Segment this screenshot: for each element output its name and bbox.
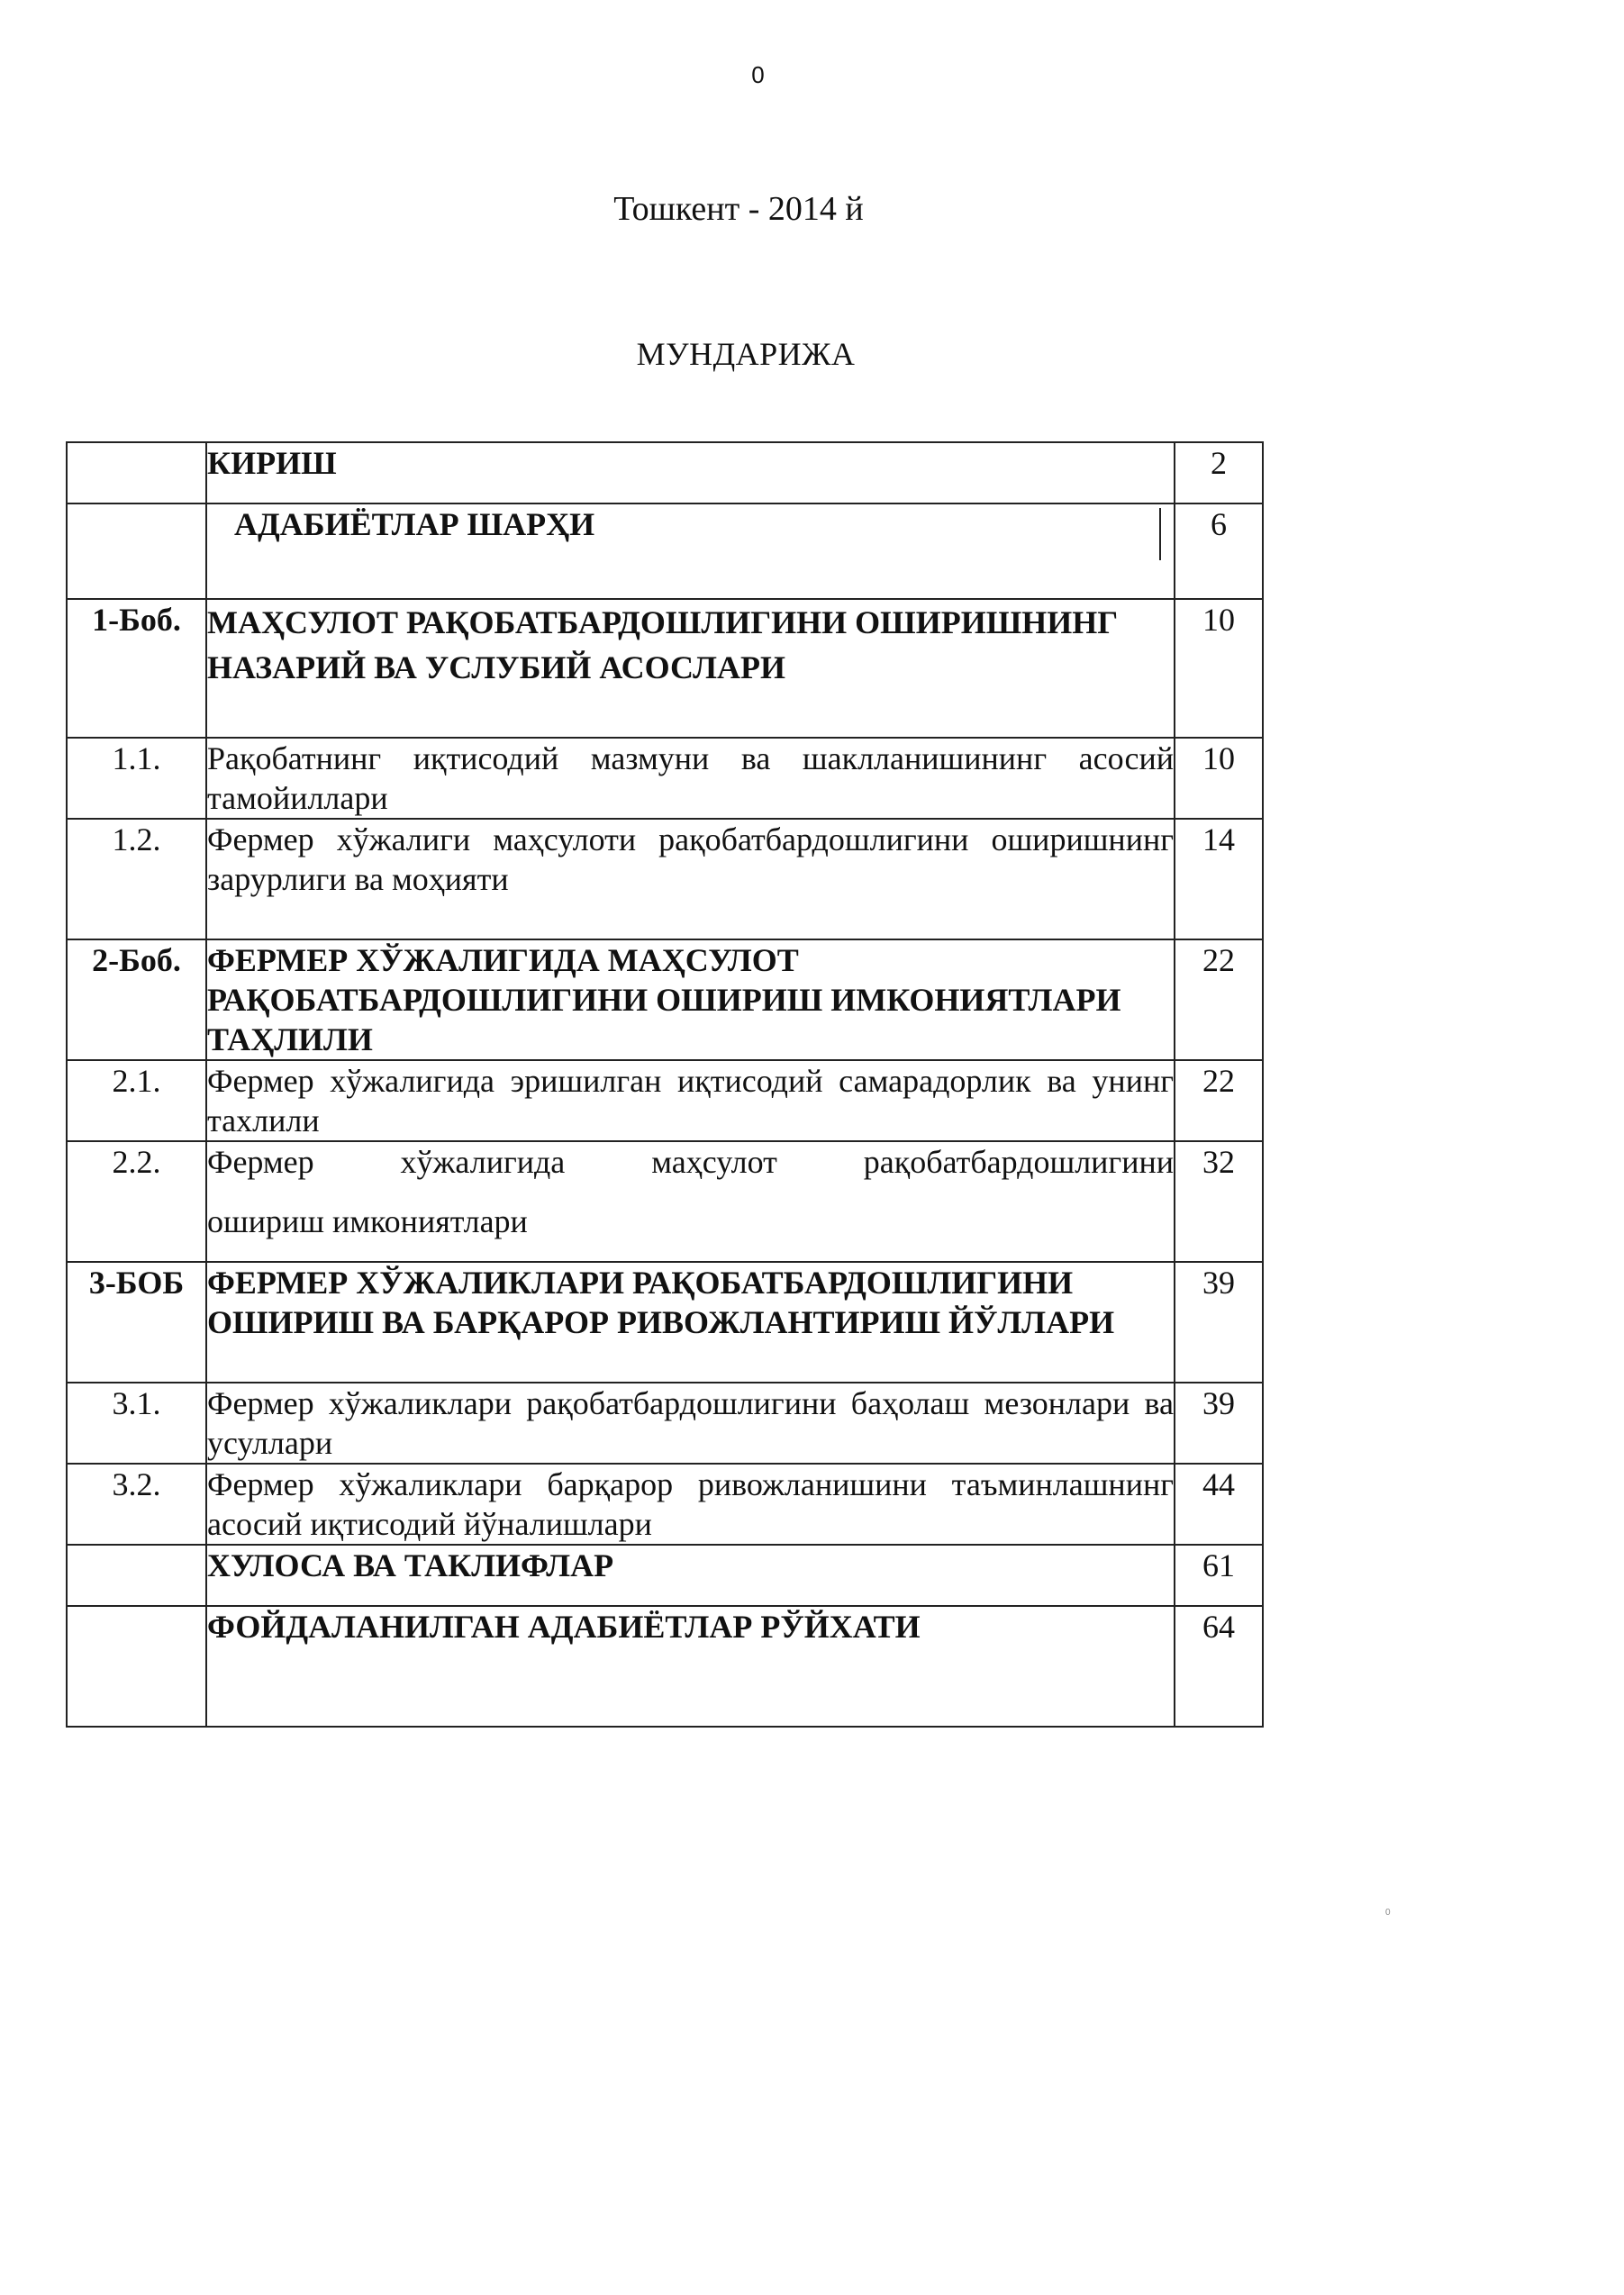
city-year: Тошкент - 2014 й [613, 190, 864, 228]
toc-title-text: АДАБИЁТЛАР ШАРҲИ [234, 506, 595, 542]
toc-page: 64 [1175, 1606, 1263, 1727]
toc-page: 22 [1175, 939, 1263, 1060]
toc-page: 10 [1175, 599, 1263, 738]
toc-title [206, 503, 1175, 599]
toc-page: 39 [1175, 1262, 1263, 1383]
toc-row-3-1 [67, 1383, 1263, 1464]
toc-num: 3-БОБ [67, 1262, 206, 1383]
toc-title: ФЕРМЕР ХЎЖАЛИКЛАРИ РАҚОБАТБАРДОШЛИГИНИ ОШИРИШ ВА БАРҚАРОР РИВОЖЛАНТИРИШ ЙЎЛЛАРИ [206, 1262, 1175, 1383]
toc-row-chapter-3 [67, 1262, 1263, 1383]
toc-page: 14 [1175, 819, 1263, 939]
toc-row-1-2 [67, 819, 1263, 939]
toc-title: Фермер хўжалигида эришилган иқтисодий самарадорлик ва унинг тахлили [206, 1060, 1175, 1141]
toc-row-references [67, 1606, 1263, 1727]
toc-num [67, 1606, 206, 1727]
toc-row-chapter-1 [67, 599, 1263, 738]
toc-page: 10 [1175, 738, 1263, 819]
toc-num: 2-Боб. [67, 939, 206, 1060]
toc-num [67, 1545, 206, 1606]
toc-title [206, 1141, 1175, 1262]
toc-page: 22 [1175, 1060, 1263, 1141]
toc-title: КИРИШ [206, 442, 1175, 503]
toc-num [67, 503, 206, 599]
toc-title: МАҲСУЛОТ РАҚОБАТБАРДОШЛИГИНИ ОШИРИШНИНГ НАЗАРИЙ ВА УСЛУБИЙ АСОСЛАРИ [206, 599, 1175, 738]
toc-num: 1-Боб. [67, 599, 206, 738]
toc-row-chapter-2 [67, 939, 1263, 1060]
toc-num: 1.2. [67, 819, 206, 939]
toc-title: ФОЙДАЛАНИЛГАН АДАБИЁТЛАР РЎЙХАТИ [206, 1606, 1175, 1727]
toc-row-introduction [67, 442, 1263, 503]
toc-num: 2.2. [67, 1141, 206, 1262]
toc-title-line: ошириш имкониятлари [207, 1203, 528, 1239]
toc-row-literature-review [67, 503, 1263, 599]
toc-page: 6 [1175, 503, 1263, 599]
toc-num: 3.1. [67, 1383, 206, 1464]
page-number: 0 [751, 61, 765, 88]
toc-row-2-2 [67, 1141, 1263, 1262]
toc-num [67, 442, 206, 503]
toc-title: ХУЛОСА ВА ТАКЛИФЛАР [206, 1545, 1175, 1606]
toc-title: Фермер хўжаликлари рақобатбардошлигини баҳолаш мезонлари ва усуллари [206, 1383, 1175, 1464]
toc-title-line: Фермер хўжалигида маҳсулот рақобатбардошлигини [207, 1144, 1174, 1180]
toc-title: Фермер хўжалиги маҳсулоти рақобатбардошлигини оширишнинг зарурлиги ва моҳияти [206, 819, 1175, 939]
toc-num: 3.2. [67, 1464, 206, 1545]
toc-row-2-1 [67, 1060, 1263, 1141]
toc-title: Рақобатнинг иқтисодий мазмуни ва шаклланишининг асосий тамойиллари [206, 738, 1175, 819]
toc-page: 32 [1175, 1141, 1263, 1262]
toc-page: 61 [1175, 1545, 1263, 1606]
toc-table [66, 441, 1264, 1728]
corner-mark: 0 [1385, 1908, 1391, 1918]
toc-page: 44 [1175, 1464, 1263, 1545]
toc-num: 2.1. [67, 1060, 206, 1141]
toc-title: ФЕРМЕР ХЎЖАЛИГИДА МАҲСУЛОТ РАҚОБАТБАРДОШЛИГИНИ ОШИРИШ ИМКОНИЯТЛАРИ ТАҲЛИЛИ [206, 939, 1175, 1060]
toc-page: 39 [1175, 1383, 1263, 1464]
toc-title: Фермер хўжаликлари барқарор ривожланишини таъминлашнинг асосий иқтисодий йўналишлари [206, 1464, 1175, 1545]
toc-num: 1.1. [67, 738, 206, 819]
toc-row-conclusions [67, 1545, 1263, 1606]
toc-heading: МУНДАРИЖА [636, 336, 856, 372]
toc-page: 2 [1175, 442, 1263, 503]
toc-row-3-2 [67, 1464, 1263, 1545]
toc-row-1-1 [67, 738, 1263, 819]
vertical-rule [1159, 508, 1161, 560]
